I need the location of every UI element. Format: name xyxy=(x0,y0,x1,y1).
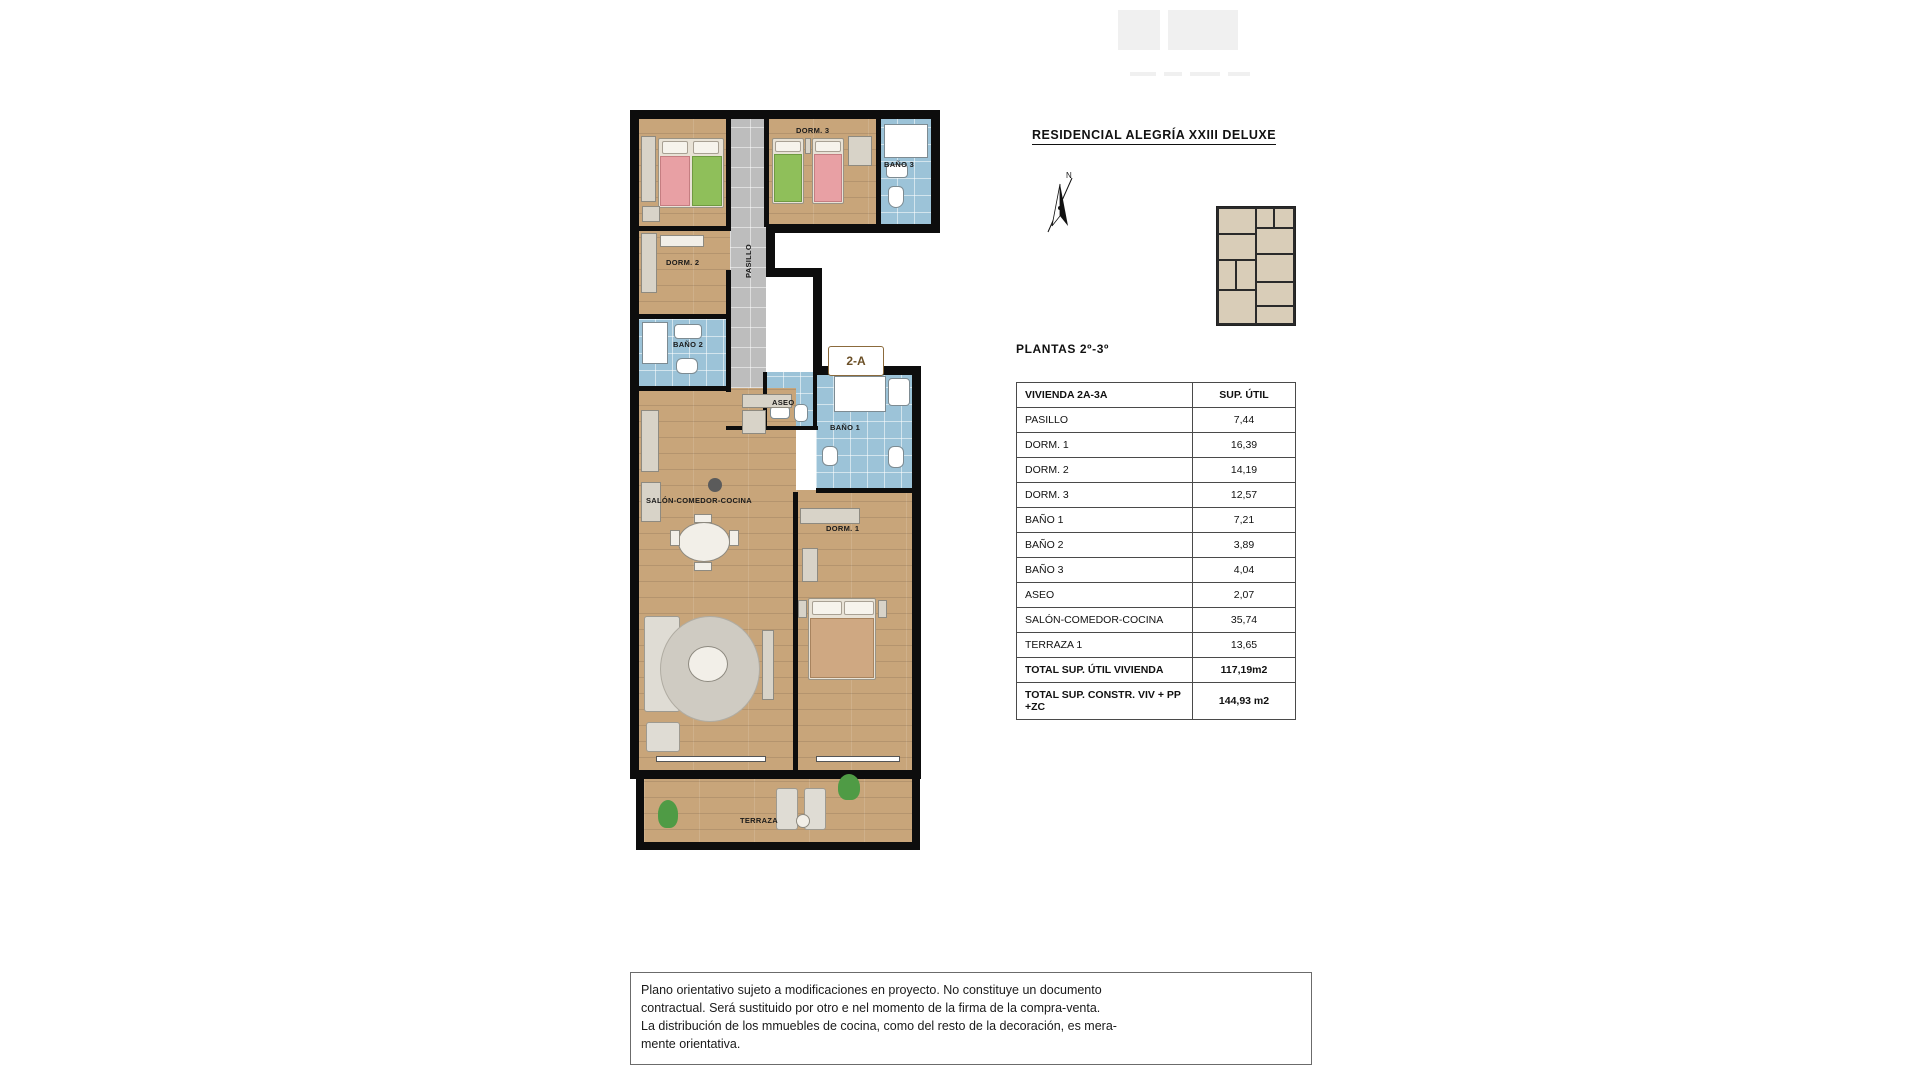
furniture-blanket-pink xyxy=(660,156,690,206)
table-row xyxy=(1017,433,1296,458)
furniture-dining-chair-4 xyxy=(694,562,712,571)
row-name: TERRAZA 1 xyxy=(1017,633,1193,658)
furniture-wardrobe-dorm2 xyxy=(641,233,657,293)
total-value: 144,93 m2 xyxy=(1193,683,1296,720)
furniture-tv-unit xyxy=(762,630,774,700)
areas-table xyxy=(1016,382,1296,720)
furniture-wardrobe-dorm3 xyxy=(848,136,872,166)
label-bano1: BAÑO 1 xyxy=(830,423,861,432)
disclaimer-box xyxy=(630,972,1312,1065)
wall-nib-left-2 xyxy=(630,580,639,606)
furniture-toilet-aseo xyxy=(794,404,808,422)
wall-aseo-right xyxy=(813,372,817,430)
table-row xyxy=(1017,583,1296,608)
disclaimer-line-1: Plano orientativo sujeto a modificaciones en proyecto. No constituye un documento xyxy=(641,983,1102,997)
disclaimer-line-2: contractual. Será sustituido por otro e nel momento de la firma de la compra-venta. xyxy=(641,1001,1101,1016)
total-name: TOTAL SUP. CONSTR. VIV + PP +ZC xyxy=(1017,683,1193,720)
furniture-blanket-green xyxy=(692,156,722,206)
furniture-pillow-6 xyxy=(844,601,874,615)
unit-tag: 2-A xyxy=(828,346,884,376)
table-row xyxy=(1017,458,1296,483)
wall-nib-left-1 xyxy=(630,440,639,474)
furniture-terrace-table xyxy=(796,814,810,828)
row-name: PASILLO xyxy=(1017,408,1193,433)
floor-plan-drawing xyxy=(630,110,1020,870)
furniture-fridge xyxy=(742,410,766,434)
label-bano2: BAÑO 2 xyxy=(673,340,704,349)
table-row xyxy=(1017,533,1296,558)
furniture-armchair xyxy=(646,722,680,752)
furniture-plant-2 xyxy=(838,774,860,800)
plantas-label: PLANTAS 2º-3º xyxy=(1016,342,1110,356)
table-row xyxy=(1017,608,1296,633)
furniture-bidet-bano1 xyxy=(822,446,838,466)
wall-terrace-left xyxy=(636,778,644,850)
wall-aseo-bottom xyxy=(766,426,818,430)
window-dorm1 xyxy=(816,756,900,762)
furniture-pendant-lamp xyxy=(708,478,722,492)
table-total-row xyxy=(1017,683,1296,720)
table-row xyxy=(1017,508,1296,533)
row-value: 16,39 xyxy=(1193,433,1296,458)
wall-dorm1-right xyxy=(912,490,921,778)
wall-bano2-bottom xyxy=(639,386,727,391)
furniture-wardrobe-dorm3-left xyxy=(641,136,656,202)
wall-bano1-bottom xyxy=(816,488,916,493)
furniture-dining-chair-3 xyxy=(694,514,712,523)
key-plan-thumbnail xyxy=(1216,206,1296,326)
room-pasillo-upper xyxy=(730,118,766,308)
furniture-dresser-dorm1 xyxy=(802,548,818,582)
label-dorm1: DORM. 1 xyxy=(826,524,860,533)
table-total-row xyxy=(1017,658,1296,683)
furniture-desk-dorm2 xyxy=(660,235,704,247)
furniture-toilet-bano3 xyxy=(888,186,904,208)
wall-pasillo-left2 xyxy=(726,270,731,392)
furniture-toilet-bano1 xyxy=(888,446,904,468)
label-dorm2: DORM. 2 xyxy=(666,258,700,267)
furniture-nightstand-dorm1-1 xyxy=(798,600,807,618)
row-value: 3,89 xyxy=(1193,533,1296,558)
compass-icon xyxy=(1032,168,1088,240)
furniture-dining-chair-1 xyxy=(670,530,680,546)
table-header-name: VIVIENDA 2A-3A xyxy=(1017,383,1193,408)
wall-nib-right-1 xyxy=(912,580,921,606)
row-name: ASEO xyxy=(1017,583,1193,608)
wall-dorm1-left xyxy=(793,492,798,772)
row-value: 13,65 xyxy=(1193,633,1296,658)
wall-dorm3-bottom xyxy=(639,226,727,231)
project-title: RESIDENCIAL ALEGRÍA XXIII DELUXE xyxy=(1032,128,1276,145)
row-value: 14,19 xyxy=(1193,458,1296,483)
furniture-wardrobe-dorm1 xyxy=(800,508,860,524)
wall-terrace-right xyxy=(912,778,920,850)
furniture-washbasin-bano1 xyxy=(888,378,910,406)
furniture-washbasin-bano2 xyxy=(674,324,702,339)
table-header-value: SUP. ÚTIL xyxy=(1193,383,1296,408)
label-pasillo: PASILLO xyxy=(744,243,753,278)
furniture-plant-1 xyxy=(658,800,678,828)
furniture-nightstand-dorm1-2 xyxy=(878,600,887,618)
furniture-pillow-5 xyxy=(812,601,842,615)
wall-top xyxy=(630,110,940,119)
wall-terrace-bottom xyxy=(636,842,920,850)
total-value: 117,19m2 xyxy=(1193,658,1296,683)
furniture-nightstand-dorm3-left xyxy=(642,206,660,222)
wall-dorm2-bottom xyxy=(639,314,727,319)
wall-outer-left-upper xyxy=(630,110,639,392)
furniture-pillow-3 xyxy=(775,141,801,152)
label-salon: SALÓN-COMEDOR-COCINA xyxy=(646,496,752,505)
row-value: 4,04 xyxy=(1193,558,1296,583)
top-image-artifact xyxy=(1108,10,1308,88)
row-name: DORM. 3 xyxy=(1017,483,1193,508)
wall-bottom-living xyxy=(630,770,796,779)
wall-bano1-right xyxy=(912,366,921,492)
furniture-coffee-table xyxy=(688,646,728,682)
furniture-pillow-1 xyxy=(662,141,688,154)
table-header-row xyxy=(1017,383,1296,408)
furniture-bathtub-bano2 xyxy=(642,322,668,364)
total-name: TOTAL SUP. ÚTIL VIVIENDA xyxy=(1017,658,1193,683)
row-value: 2,07 xyxy=(1193,583,1296,608)
furniture-dining-table xyxy=(678,522,730,562)
furniture-blanket-tan xyxy=(810,618,874,678)
table-row xyxy=(1017,558,1296,583)
row-value: 7,21 xyxy=(1193,508,1296,533)
row-name: DORM. 1 xyxy=(1017,433,1193,458)
label-bano3: BAÑO 3 xyxy=(884,160,915,169)
furniture-pillow-4 xyxy=(815,141,841,152)
row-name: BAÑO 3 xyxy=(1017,558,1193,583)
label-dorm3: DORM. 3 xyxy=(796,126,830,135)
row-name: BAÑO 1 xyxy=(1017,508,1193,533)
furniture-blanket-green-2 xyxy=(774,154,802,202)
table-row xyxy=(1017,408,1296,433)
disclaimer-line-4: mente orientativa. xyxy=(641,1037,741,1052)
wall-pasillo-right xyxy=(764,119,769,227)
table-row xyxy=(1017,483,1296,508)
window-living xyxy=(656,756,766,762)
row-name: BAÑO 2 xyxy=(1017,533,1193,558)
disclaimer-line-3: La distribución de los mmuebles de cocina, como del resto de la decoración, es mera- xyxy=(641,1019,1117,1034)
furniture-dining-chair-2 xyxy=(729,530,739,546)
label-aseo: ASEO xyxy=(772,398,795,407)
furniture-shower-bano1 xyxy=(834,376,886,412)
furniture-nightstand-dorm3-mid xyxy=(805,138,811,154)
svg-text:N: N xyxy=(1066,171,1072,180)
wall-upper-return xyxy=(766,224,940,233)
row-name: SALÓN-COMEDOR-COCINA xyxy=(1017,608,1193,633)
wall-bottom-dorm1 xyxy=(796,770,921,779)
furniture-shower-bano3 xyxy=(884,124,928,158)
label-terraza: TERRAZA xyxy=(740,816,778,825)
furniture-blanket-pink-2 xyxy=(814,154,842,202)
row-value: 12,57 xyxy=(1193,483,1296,508)
furniture-pillow-2 xyxy=(693,141,719,154)
wall-bano3-left xyxy=(876,119,881,227)
wall-pasillo-left xyxy=(726,119,731,231)
row-value: 35,74 xyxy=(1193,608,1296,633)
furniture-kitchen-counter xyxy=(641,410,659,472)
wall-right-upper xyxy=(931,110,940,232)
row-name: DORM. 2 xyxy=(1017,458,1193,483)
furniture-toilet-bano2 xyxy=(676,358,698,374)
wall-mid-step-vert xyxy=(813,268,822,374)
furniture-lounger-1 xyxy=(776,788,798,830)
table-row xyxy=(1017,633,1296,658)
row-value: 7,44 xyxy=(1193,408,1296,433)
